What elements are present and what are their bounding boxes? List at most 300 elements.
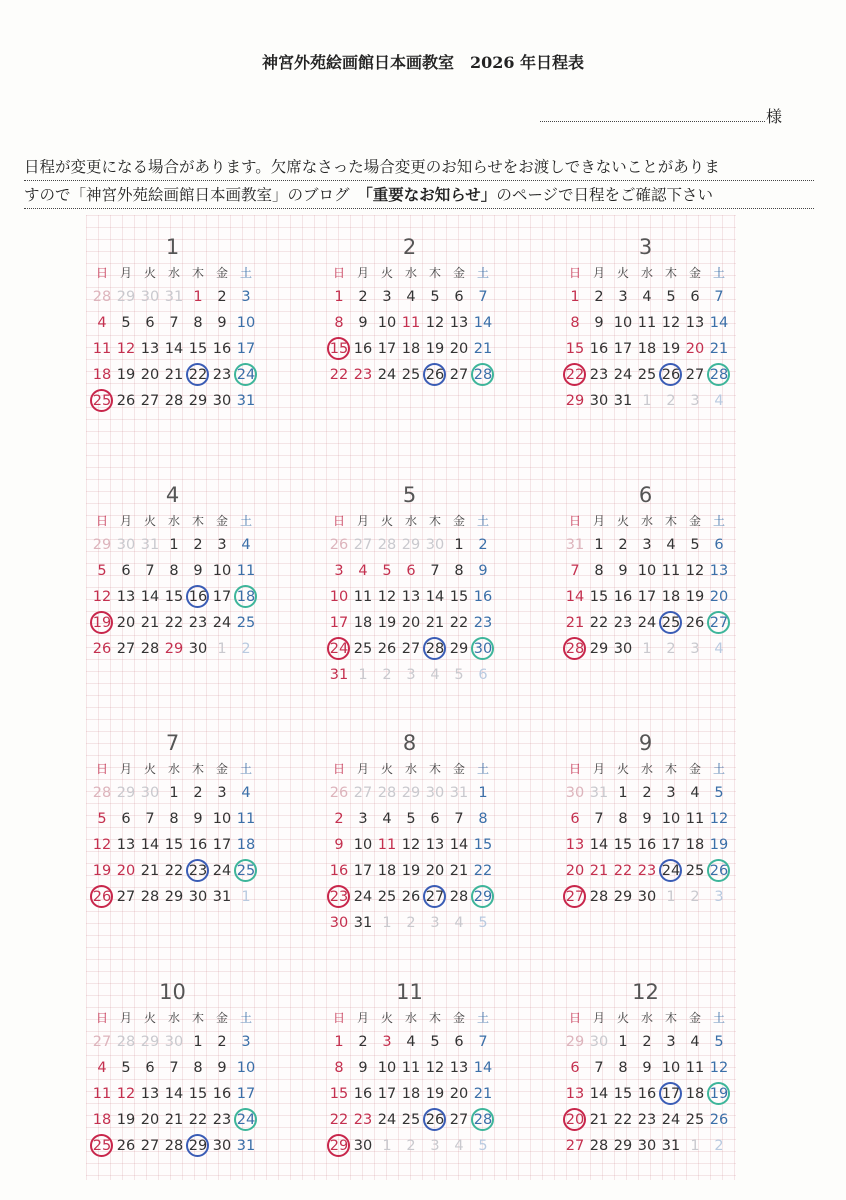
day-cell: 24 <box>353 889 373 905</box>
day-cell-outside: 26 <box>329 537 349 553</box>
day-cell: 9 <box>217 315 227 331</box>
day-cell: 4 <box>358 563 368 579</box>
weekday-label: 土 <box>712 762 725 776</box>
red-circle-mark <box>327 337 350 360</box>
day-cell: 22 <box>589 615 609 631</box>
weekday-label: 火 <box>380 514 393 528</box>
day-cell: 15 <box>473 837 493 853</box>
day-cell: 28 <box>589 889 609 905</box>
day-cell: 1 <box>334 289 344 305</box>
day-cell: 13 <box>565 837 585 853</box>
day-cell: 5 <box>121 1060 131 1076</box>
day-cell: 14 <box>140 589 160 605</box>
weekday-label: 月 <box>119 1011 132 1025</box>
day-cell-outside: 3 <box>690 393 700 409</box>
green-circle-mark <box>471 637 494 660</box>
red-circle-mark <box>563 885 586 908</box>
weekday-label: 木 <box>191 514 204 528</box>
day-cell: 8 <box>334 315 344 331</box>
day-cell: 24 <box>377 367 397 383</box>
day-cell: 26 <box>423 1108 447 1132</box>
day-cell-outside: 3 <box>690 641 700 657</box>
day-cell: 10 <box>212 563 232 579</box>
day-cell: 3 <box>382 289 392 305</box>
weekday-label: 土 <box>712 514 725 528</box>
day-cell: 5 <box>97 811 107 827</box>
day-cell: 22 <box>188 1112 208 1128</box>
day-cell: 11 <box>685 1060 705 1076</box>
day-cell: 29 <box>327 1134 351 1158</box>
day-cell: 10 <box>329 589 349 605</box>
day-cell: 20 <box>425 863 445 879</box>
green-circle-mark <box>234 585 257 608</box>
day-cell: 25 <box>637 367 657 383</box>
day-cell: 23 <box>637 863 657 879</box>
day-cell: 8 <box>334 1060 344 1076</box>
weekday-label: 月 <box>356 762 369 776</box>
day-cell: 2 <box>642 785 652 801</box>
day-cell: 10 <box>212 811 232 827</box>
day-cell-outside: 30 <box>164 1034 184 1050</box>
day-cell: 2 <box>478 537 488 553</box>
day-cell: 12 <box>377 589 397 605</box>
day-cell: 16 <box>188 837 208 853</box>
month-title: 1 <box>165 235 180 259</box>
day-cell: 8 <box>618 1060 628 1076</box>
green-circle-mark <box>471 885 494 908</box>
weekday-label: 水 <box>640 762 653 776</box>
day-cell: 9 <box>193 563 203 579</box>
day-cell: 16 <box>186 585 210 609</box>
weekday-label: 土 <box>239 266 252 280</box>
day-cell: 30 <box>613 641 633 657</box>
red-circle-mark <box>563 637 586 660</box>
day-cell: 10 <box>613 315 633 331</box>
day-cell: 26 <box>659 363 683 387</box>
day-cell: 13 <box>449 1060 469 1076</box>
day-cell: 30 <box>589 393 609 409</box>
day-cell-outside: 3 <box>406 667 416 683</box>
day-cell: 2 <box>358 1034 368 1050</box>
day-cell: 14 <box>140 837 160 853</box>
weekday-label: 土 <box>712 1011 725 1025</box>
day-cell: 16 <box>329 863 349 879</box>
day-cell: 28 <box>164 1138 184 1154</box>
day-cell: 6 <box>714 537 724 553</box>
day-cell: 9 <box>217 1060 227 1076</box>
weekday-label: 土 <box>712 266 725 280</box>
day-cell-outside: 27 <box>353 537 373 553</box>
day-cell: 26 <box>377 641 397 657</box>
day-cell: 5 <box>121 315 131 331</box>
day-cell: 25 <box>353 641 373 657</box>
day-cell: 17 <box>659 1082 683 1106</box>
day-cell: 23 <box>353 367 373 383</box>
day-cell: 23 <box>353 1112 373 1128</box>
day-cell: 27 <box>685 367 705 383</box>
day-cell-outside: 31 <box>589 785 609 801</box>
day-cell: 12 <box>92 837 112 853</box>
day-cell: 7 <box>714 289 724 305</box>
day-cell: 14 <box>473 1060 493 1076</box>
day-cell: 12 <box>425 315 445 331</box>
day-cell-outside: 29 <box>401 537 421 553</box>
day-cell: 1 <box>618 785 628 801</box>
day-cell: 23 <box>637 1112 657 1128</box>
day-cell: 4 <box>97 315 107 331</box>
day-cell: 14 <box>709 315 729 331</box>
weekday-label: 木 <box>664 762 677 776</box>
month-title: 3 <box>638 235 653 259</box>
day-cell: 21 <box>164 367 184 383</box>
day-cell-outside: 1 <box>690 1138 700 1154</box>
day-cell: 13 <box>709 563 729 579</box>
weekday-label: 水 <box>404 762 417 776</box>
day-cell: 8 <box>193 1060 203 1076</box>
red-circle-mark <box>90 611 113 634</box>
day-cell: 15 <box>589 589 609 605</box>
weekday-label: 土 <box>239 514 252 528</box>
day-cell: 1 <box>334 1034 344 1050</box>
day-cell: 26 <box>116 1138 136 1154</box>
green-circle-mark <box>234 363 257 386</box>
day-cell: 24 <box>327 637 351 661</box>
day-cell: 15 <box>329 1086 349 1102</box>
day-cell: 15 <box>449 589 469 605</box>
day-cell: 24 <box>637 615 657 631</box>
day-cell: 19 <box>90 611 114 635</box>
day-cell-outside: 28 <box>377 785 397 801</box>
day-cell-outside: 28 <box>92 289 112 305</box>
weekday-label: 月 <box>356 1011 369 1025</box>
day-cell: 13 <box>401 589 421 605</box>
day-cell: 11 <box>92 1086 112 1102</box>
day-cell: 26 <box>707 859 731 883</box>
day-cell: 11 <box>401 1060 421 1076</box>
weekday-label: 金 <box>215 762 228 776</box>
day-cell: 27 <box>707 611 731 635</box>
day-cell: 21 <box>140 615 160 631</box>
day-cell: 30 <box>188 641 208 657</box>
day-cell: 22 <box>186 363 210 387</box>
day-cell: 9 <box>642 1060 652 1076</box>
weekday-label: 日 <box>95 514 108 528</box>
day-cell: 9 <box>594 315 604 331</box>
day-cell: 19 <box>709 837 729 853</box>
month-title: 12 <box>632 980 659 1004</box>
day-cell: 6 <box>145 315 155 331</box>
weekday-label: 土 <box>239 762 252 776</box>
green-circle-mark <box>707 611 730 634</box>
day-cell-outside: 30 <box>589 1034 609 1050</box>
day-cell: 29 <box>589 641 609 657</box>
day-cell: 8 <box>169 563 179 579</box>
day-cell: 19 <box>425 341 445 357</box>
day-cell: 23 <box>212 367 232 383</box>
day-cell: 16 <box>589 341 609 357</box>
day-cell: 3 <box>217 785 227 801</box>
day-cell: 25 <box>401 1112 421 1128</box>
day-cell: 17 <box>637 589 657 605</box>
day-cell: 15 <box>613 1086 633 1102</box>
day-cell: 7 <box>169 1060 179 1076</box>
day-cell: 22 <box>613 1112 633 1128</box>
day-cell: 26 <box>709 1112 729 1128</box>
day-cell: 2 <box>594 289 604 305</box>
day-cell-outside: 30 <box>565 785 585 801</box>
month-title: 9 <box>638 731 653 755</box>
day-cell: 5 <box>430 1034 440 1050</box>
day-cell: 24 <box>613 367 633 383</box>
day-cell: 25 <box>685 1112 705 1128</box>
weekday-label: 水 <box>640 514 653 528</box>
blue-circle-mark <box>423 363 446 386</box>
blue-circle-mark <box>659 363 682 386</box>
day-cell-outside: 4 <box>714 641 724 657</box>
day-cell: 11 <box>236 563 256 579</box>
day-cell: 20 <box>116 615 136 631</box>
day-cell: 6 <box>690 289 700 305</box>
weekday-label: 金 <box>688 514 701 528</box>
weekday-label: 日 <box>95 1011 108 1025</box>
day-cell: 21 <box>164 1112 184 1128</box>
day-cell: 4 <box>666 537 676 553</box>
day-cell: 28 <box>449 889 469 905</box>
day-cell: 7 <box>570 563 580 579</box>
day-cell-outside: 1 <box>358 667 368 683</box>
day-cell: 10 <box>661 811 681 827</box>
day-cell-outside: 27 <box>92 1034 112 1050</box>
green-circle-mark <box>471 363 494 386</box>
day-cell-outside: 30 <box>425 785 445 801</box>
day-cell: 13 <box>116 837 136 853</box>
weekday-label: 木 <box>191 1011 204 1025</box>
day-cell: 27 <box>565 1138 585 1154</box>
weekday-label: 火 <box>616 514 629 528</box>
day-cell: 18 <box>401 341 421 357</box>
day-cell: 4 <box>406 289 416 305</box>
day-cell: 21 <box>589 1112 609 1128</box>
weekday-label: 金 <box>452 1011 465 1025</box>
weekday-label: 金 <box>688 266 701 280</box>
day-cell-outside: 4 <box>430 667 440 683</box>
weekday-label: 木 <box>191 762 204 776</box>
weekday-label: 土 <box>476 762 489 776</box>
day-cell: 4 <box>690 785 700 801</box>
blue-circle-mark <box>659 1082 682 1105</box>
day-cell: 6 <box>406 563 416 579</box>
day-cell: 10 <box>637 563 657 579</box>
day-cell: 21 <box>589 863 609 879</box>
day-cell-outside: 1 <box>382 915 392 931</box>
day-cell: 17 <box>377 341 397 357</box>
day-cell: 24 <box>659 859 683 883</box>
weekday-label: 水 <box>640 1011 653 1025</box>
day-cell: 19 <box>685 589 705 605</box>
day-cell: 21 <box>565 615 585 631</box>
day-cell: 6 <box>430 811 440 827</box>
day-cell: 14 <box>449 837 469 853</box>
day-cell: 22 <box>563 363 587 387</box>
day-cell: 3 <box>358 811 368 827</box>
day-cell: 4 <box>241 785 251 801</box>
day-cell: 29 <box>613 889 633 905</box>
day-cell: 21 <box>473 1086 493 1102</box>
blue-circle-mark <box>186 363 209 386</box>
day-cell-outside: 2 <box>714 1138 724 1154</box>
day-cell: 23 <box>186 859 210 883</box>
day-cell-outside: 2 <box>241 641 251 657</box>
weekday-label: 土 <box>476 266 489 280</box>
weekday-label: 火 <box>143 762 156 776</box>
day-cell: 17 <box>613 341 633 357</box>
day-cell: 9 <box>334 837 344 853</box>
day-cell: 11 <box>377 837 397 853</box>
weekday-label: 金 <box>215 266 228 280</box>
day-cell: 12 <box>401 837 421 853</box>
day-cell: 24 <box>234 1108 258 1132</box>
day-cell: 25 <box>659 611 683 635</box>
day-cell-outside: 3 <box>714 889 724 905</box>
day-cell-outside: 5 <box>478 915 488 931</box>
weekday-label: 月 <box>356 514 369 528</box>
day-cell: 9 <box>193 811 203 827</box>
day-cell: 24 <box>661 1112 681 1128</box>
weekday-label: 火 <box>616 266 629 280</box>
notice-important: 「重要なお知らせ」 <box>365 185 497 204</box>
day-cell: 5 <box>430 289 440 305</box>
weekday-label: 水 <box>167 1011 180 1025</box>
day-cell: 27 <box>563 885 587 909</box>
day-cell: 18 <box>661 589 681 605</box>
day-cell: 21 <box>140 863 160 879</box>
day-cell: 28 <box>471 1108 495 1132</box>
day-cell: 3 <box>618 289 628 305</box>
day-cell: 8 <box>169 811 179 827</box>
blue-circle-mark <box>423 885 446 908</box>
day-cell: 29 <box>164 641 184 657</box>
day-cell: 12 <box>661 315 681 331</box>
day-cell: 1 <box>193 1034 203 1050</box>
day-cell: 29 <box>188 393 208 409</box>
day-cell: 16 <box>613 589 633 605</box>
green-circle-mark <box>707 1082 730 1105</box>
day-cell: 27 <box>116 889 136 905</box>
day-cell-outside: 30 <box>140 289 160 305</box>
day-cell: 8 <box>193 315 203 331</box>
day-cell: 2 <box>193 785 203 801</box>
weekday-label: 金 <box>215 1011 228 1025</box>
weekday-label: 金 <box>688 762 701 776</box>
day-cell: 7 <box>145 563 155 579</box>
green-circle-mark <box>234 1108 257 1131</box>
day-cell: 27 <box>140 393 160 409</box>
day-cell: 4 <box>97 1060 107 1076</box>
month-title: 6 <box>638 483 653 507</box>
blue-circle-mark <box>186 1134 209 1157</box>
day-cell: 28 <box>140 641 160 657</box>
day-cell: 16 <box>353 341 373 357</box>
red-circle-mark <box>327 885 350 908</box>
weekday-label: 木 <box>191 266 204 280</box>
blue-circle-mark <box>423 637 446 660</box>
day-cell: 15 <box>613 837 633 853</box>
day-cell: 17 <box>236 1086 256 1102</box>
day-cell: 2 <box>217 289 227 305</box>
day-cell: 9 <box>642 811 652 827</box>
day-cell: 18 <box>637 341 657 357</box>
day-cell: 29 <box>613 1138 633 1154</box>
day-cell: 12 <box>709 1060 729 1076</box>
day-cell: 19 <box>116 1112 136 1128</box>
day-cell: 17 <box>661 837 681 853</box>
day-cell-outside: 29 <box>92 537 112 553</box>
day-cell: 27 <box>449 1112 469 1128</box>
weekday-label: 金 <box>215 514 228 528</box>
day-cell: 7 <box>145 811 155 827</box>
day-cell-outside: 2 <box>690 889 700 905</box>
day-cell: 28 <box>471 363 495 387</box>
weekday-label: 火 <box>143 266 156 280</box>
day-cell: 4 <box>690 1034 700 1050</box>
day-cell: 1 <box>618 1034 628 1050</box>
day-cell: 16 <box>212 341 232 357</box>
weekday-label: 日 <box>568 266 581 280</box>
green-circle-mark <box>234 859 257 882</box>
day-cell: 13 <box>565 1086 585 1102</box>
red-circle-mark <box>327 1134 350 1157</box>
day-cell: 3 <box>666 785 676 801</box>
weekday-label: 火 <box>143 1011 156 1025</box>
weekday-label: 日 <box>332 762 345 776</box>
weekday-label: 木 <box>428 514 441 528</box>
day-cell: 11 <box>92 341 112 357</box>
day-cell: 22 <box>329 367 349 383</box>
day-cell: 1 <box>193 289 203 305</box>
weekday-label: 月 <box>592 762 605 776</box>
weekday-label: 土 <box>476 1011 489 1025</box>
day-cell: 13 <box>449 315 469 331</box>
red-circle-mark <box>563 363 586 386</box>
weekday-label: 火 <box>616 762 629 776</box>
day-cell: 18 <box>234 585 258 609</box>
day-cell: 16 <box>637 1086 657 1102</box>
day-cell: 25 <box>234 859 258 883</box>
day-cell: 18 <box>92 1112 112 1128</box>
day-cell: 15 <box>565 341 585 357</box>
weekday-label: 火 <box>143 514 156 528</box>
weekday-label: 木 <box>428 1011 441 1025</box>
day-cell: 18 <box>353 615 373 631</box>
day-cell: 23 <box>212 1112 232 1128</box>
day-cell: 17 <box>212 837 232 853</box>
weekday-label: 月 <box>592 266 605 280</box>
day-cell-outside: 1 <box>666 889 676 905</box>
day-cell: 20 <box>685 341 705 357</box>
weekday-label: 木 <box>664 1011 677 1025</box>
day-cell: 19 <box>425 1086 445 1102</box>
day-cell: 9 <box>358 1060 368 1076</box>
day-cell: 5 <box>714 785 724 801</box>
day-cell-outside: 30 <box>116 537 136 553</box>
day-cell: 14 <box>164 341 184 357</box>
day-cell: 23 <box>613 615 633 631</box>
day-cell: 20 <box>140 367 160 383</box>
weekday-label: 木 <box>664 266 677 280</box>
day-cell: 23 <box>188 615 208 631</box>
day-cell: 18 <box>92 367 112 383</box>
day-cell: 15 <box>327 337 351 361</box>
